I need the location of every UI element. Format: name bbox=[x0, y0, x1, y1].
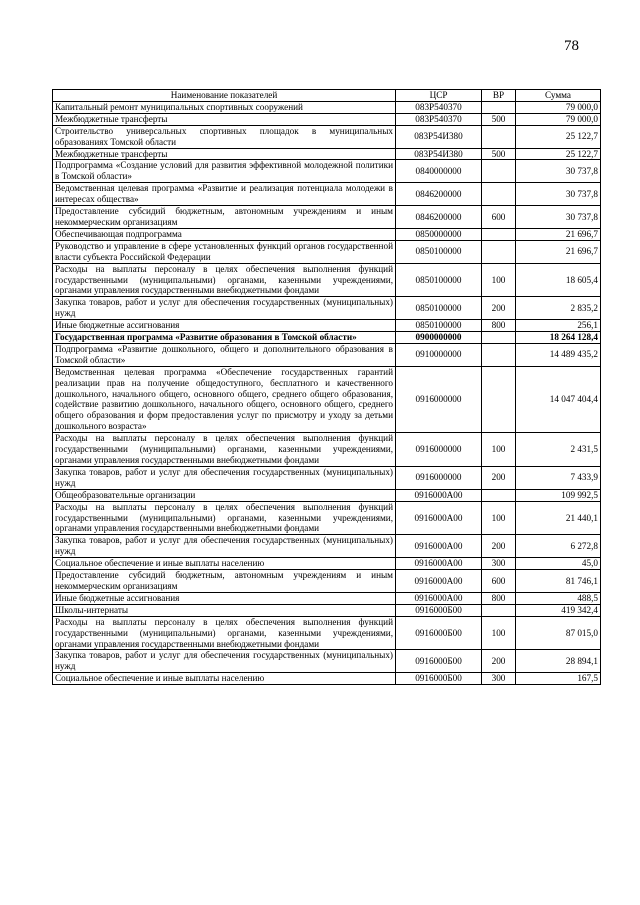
row-sum: 7 433,9 bbox=[516, 466, 601, 489]
row-name: Ведомственная целевая программа «Обеспечение государственных гарантий реализации прав на получение общедоступного, бесплатного и качественного дошкольного, начального общего, основного общего, среднего общего образования, содействие развитию дошкольного, начального общего, основного общего, среднего общего образования и форм предоставления услуг по присмотру и уходу за детьми дошкольного возраста» bbox=[53, 366, 396, 432]
table-row bbox=[53, 592, 601, 604]
row-sum: 419 342,4 bbox=[516, 604, 601, 616]
row-vr: 200 bbox=[482, 535, 516, 558]
row-vr: 600 bbox=[482, 206, 516, 229]
table-header-row bbox=[53, 90, 601, 102]
row-csr: 0850100000 bbox=[396, 263, 482, 297]
row-sum: 30 737,8 bbox=[516, 206, 601, 229]
row-name: Иные бюджетные ассигнования bbox=[53, 320, 396, 332]
row-csr: 0916000000 bbox=[396, 466, 482, 489]
row-sum: 21 696,7 bbox=[516, 240, 601, 263]
row-csr: 0916000А00 bbox=[396, 489, 482, 501]
table-body bbox=[53, 101, 601, 684]
row-csr: 0850100000 bbox=[396, 320, 482, 332]
row-name: Общеобразовательные организации bbox=[53, 489, 396, 501]
row-sum: 14 489 435,2 bbox=[516, 343, 601, 366]
row-csr: 083P540370 bbox=[396, 113, 482, 125]
row-vr bbox=[482, 332, 516, 344]
table-row bbox=[53, 433, 601, 467]
row-name: Руководство и управление в сфере установленных функций органов государственной власти субъекта Российской Федерации bbox=[53, 240, 396, 263]
row-name: Подпрограмма «Создание условий для развития эффективной молодежной политики в Томской области» bbox=[53, 160, 396, 183]
row-name: Расходы на выплаты персоналу в целях обеспечения выполнения функций государственными (муниципальными) органами, казенными учреждениями, органами управления государственными внебюджетными фондами bbox=[53, 433, 396, 467]
row-csr: 0846200000 bbox=[396, 206, 482, 229]
row-vr: 200 bbox=[482, 297, 516, 320]
row-csr: 0850100000 bbox=[396, 297, 482, 320]
table-row bbox=[53, 160, 601, 183]
row-sum: 79 000,0 bbox=[516, 101, 601, 113]
table-row bbox=[53, 650, 601, 673]
table-row bbox=[53, 558, 601, 570]
page-number: 78 bbox=[564, 38, 579, 54]
table-row bbox=[53, 570, 601, 593]
row-vr: 800 bbox=[482, 320, 516, 332]
row-name: Расходы на выплаты персоналу в целях обеспечения выполнения функций государственными (муниципальными) органами, казенными учреждениями, органами управления государственными внебюджетными фондами bbox=[53, 616, 396, 650]
row-vr: 200 bbox=[482, 650, 516, 673]
row-csr: 0916000Б00 bbox=[396, 616, 482, 650]
row-sum: 25 122,7 bbox=[516, 125, 601, 148]
row-vr bbox=[482, 366, 516, 432]
row-vr bbox=[482, 343, 516, 366]
row-vr: 200 bbox=[482, 466, 516, 489]
row-csr: 0916000А00 bbox=[396, 592, 482, 604]
row-csr: 0916000Б00 bbox=[396, 604, 482, 616]
row-name: Межбюджетные трансферты bbox=[53, 113, 396, 125]
table-row bbox=[53, 101, 601, 113]
row-sum: 45,0 bbox=[516, 558, 601, 570]
row-sum: 488,5 bbox=[516, 592, 601, 604]
row-vr bbox=[482, 183, 516, 206]
row-csr: 083P540370 bbox=[396, 101, 482, 113]
table-row bbox=[53, 332, 601, 344]
row-sum: 256,1 bbox=[516, 320, 601, 332]
row-vr: 100 bbox=[482, 263, 516, 297]
row-csr: 083P54И380 bbox=[396, 148, 482, 160]
row-vr bbox=[482, 489, 516, 501]
row-vr bbox=[482, 101, 516, 113]
budget-table bbox=[52, 89, 601, 685]
table-row bbox=[53, 366, 601, 432]
row-csr: 0916000000 bbox=[396, 433, 482, 467]
row-name: Закупка товаров, работ и услуг для обеспечения государственных (муниципальных) нужд bbox=[53, 466, 396, 489]
row-sum: 2 431,5 bbox=[516, 433, 601, 467]
row-name: Предоставление субсидий бюджетным, автономным учреждениям и иным некоммерческим организациям bbox=[53, 570, 396, 593]
table-row bbox=[53, 535, 601, 558]
row-name: Капитальный ремонт муниципальных спортивных сооружений bbox=[53, 101, 396, 113]
row-name: Социальное обеспечение и иные выплаты населению bbox=[53, 558, 396, 570]
row-sum: 87 015,0 bbox=[516, 616, 601, 650]
row-vr: 600 bbox=[482, 570, 516, 593]
table-row bbox=[53, 501, 601, 535]
row-name: Закупка товаров, работ и услуг для обеспечения государственных (муниципальных) нужд bbox=[53, 297, 396, 320]
row-csr: 0910000000 bbox=[396, 343, 482, 366]
row-name: Расходы на выплаты персоналу в целях обеспечения выполнения функций государственными (муниципальными) органами, казенными учреждениями, органами управления государственными внебюджетными фондами bbox=[53, 263, 396, 297]
row-csr: 0916000000 bbox=[396, 366, 482, 432]
row-vr bbox=[482, 160, 516, 183]
table-row bbox=[53, 113, 601, 125]
row-name: Государственная программа «Развитие образования в Томской области» bbox=[53, 332, 396, 344]
row-name: Социальное обеспечение и иные выплаты населению bbox=[53, 673, 396, 685]
row-sum: 30 737,8 bbox=[516, 183, 601, 206]
row-sum: 81 746,1 bbox=[516, 570, 601, 593]
row-sum: 18 605,4 bbox=[516, 263, 601, 297]
table-row bbox=[53, 673, 601, 685]
row-csr: 0850000000 bbox=[396, 228, 482, 240]
table-row bbox=[53, 466, 601, 489]
row-csr: 0916000А00 bbox=[396, 535, 482, 558]
row-name: Закупка товаров, работ и услуг для обеспечения государственных (муниципальных) нужд bbox=[53, 650, 396, 673]
row-sum: 21 696,7 bbox=[516, 228, 601, 240]
row-sum: 28 894,1 bbox=[516, 650, 601, 673]
row-vr: 500 bbox=[482, 113, 516, 125]
row-name: Обеспечивающая подпрограмма bbox=[53, 228, 396, 240]
row-csr: 0916000А00 bbox=[396, 558, 482, 570]
row-csr: 0916000А00 bbox=[396, 570, 482, 593]
table-row bbox=[53, 263, 601, 297]
row-vr bbox=[482, 228, 516, 240]
row-sum: 109 992,5 bbox=[516, 489, 601, 501]
row-name: Расходы на выплаты персоналу в целях обеспечения выполнения функций государственными (муниципальными) органами, казенными учреждениями, органами управления государственными внебюджетными фондами bbox=[53, 501, 396, 535]
row-vr bbox=[482, 125, 516, 148]
row-csr: 0900000000 bbox=[396, 332, 482, 344]
row-vr: 800 bbox=[482, 592, 516, 604]
row-sum: 30 737,8 bbox=[516, 160, 601, 183]
row-csr: 083P54И380 bbox=[396, 125, 482, 148]
row-sum: 14 047 404,4 bbox=[516, 366, 601, 432]
row-vr: 300 bbox=[482, 558, 516, 570]
table-row bbox=[53, 148, 601, 160]
row-vr bbox=[482, 604, 516, 616]
table-row bbox=[53, 240, 601, 263]
row-name: Ведомственная целевая программа «Развитие и реализация потенциала молодежи в интересах общества» bbox=[53, 183, 396, 206]
row-csr: 0916000Б00 bbox=[396, 650, 482, 673]
row-name: Предоставление субсидий бюджетным, автономным учреждениям и иным некоммерческим организациям bbox=[53, 206, 396, 229]
row-sum: 2 835,2 bbox=[516, 297, 601, 320]
row-vr: 300 bbox=[482, 673, 516, 685]
row-vr: 100 bbox=[482, 433, 516, 467]
row-sum: 21 440,1 bbox=[516, 501, 601, 535]
row-csr: 0846200000 bbox=[396, 183, 482, 206]
row-sum: 167,5 bbox=[516, 673, 601, 685]
row-csr: 0916000А00 bbox=[396, 501, 482, 535]
table-row bbox=[53, 320, 601, 332]
table-row bbox=[53, 206, 601, 229]
row-csr: 0916000Б00 bbox=[396, 673, 482, 685]
row-vr bbox=[482, 240, 516, 263]
row-name: Школы-интернаты bbox=[53, 604, 396, 616]
row-sum: 6 272,8 bbox=[516, 535, 601, 558]
row-sum: 18 264 128,4 bbox=[516, 332, 601, 344]
row-sum: 79 000,0 bbox=[516, 113, 601, 125]
table-row bbox=[53, 616, 601, 650]
header-vr: ВР bbox=[482, 90, 516, 102]
row-sum: 25 122,7 bbox=[516, 148, 601, 160]
table-row bbox=[53, 183, 601, 206]
row-name: Межбюджетные трансферты bbox=[53, 148, 396, 160]
header-csr: ЦСР bbox=[396, 90, 482, 102]
row-csr: 0850100000 bbox=[396, 240, 482, 263]
header-name: Наименование показателей bbox=[53, 90, 396, 102]
table-row bbox=[53, 489, 601, 501]
row-name: Закупка товаров, работ и услуг для обеспечения государственных (муниципальных) нужд bbox=[53, 535, 396, 558]
row-csr: 0840000000 bbox=[396, 160, 482, 183]
table-row bbox=[53, 604, 601, 616]
table-row bbox=[53, 297, 601, 320]
row-vr: 100 bbox=[482, 616, 516, 650]
row-vr: 500 bbox=[482, 148, 516, 160]
table-row bbox=[53, 125, 601, 148]
row-name: Строительство универсальных спортивных площадок в муниципальных образованиях Томской области bbox=[53, 125, 396, 148]
row-name: Иные бюджетные ассигнования bbox=[53, 592, 396, 604]
row-vr: 100 bbox=[482, 501, 516, 535]
header-sum: Сумма bbox=[516, 90, 601, 102]
table-row bbox=[53, 343, 601, 366]
table-row bbox=[53, 228, 601, 240]
row-name: Подпрограмма «Развитие дошкольного, общего и дополнительного образования в Томской области» bbox=[53, 343, 396, 366]
